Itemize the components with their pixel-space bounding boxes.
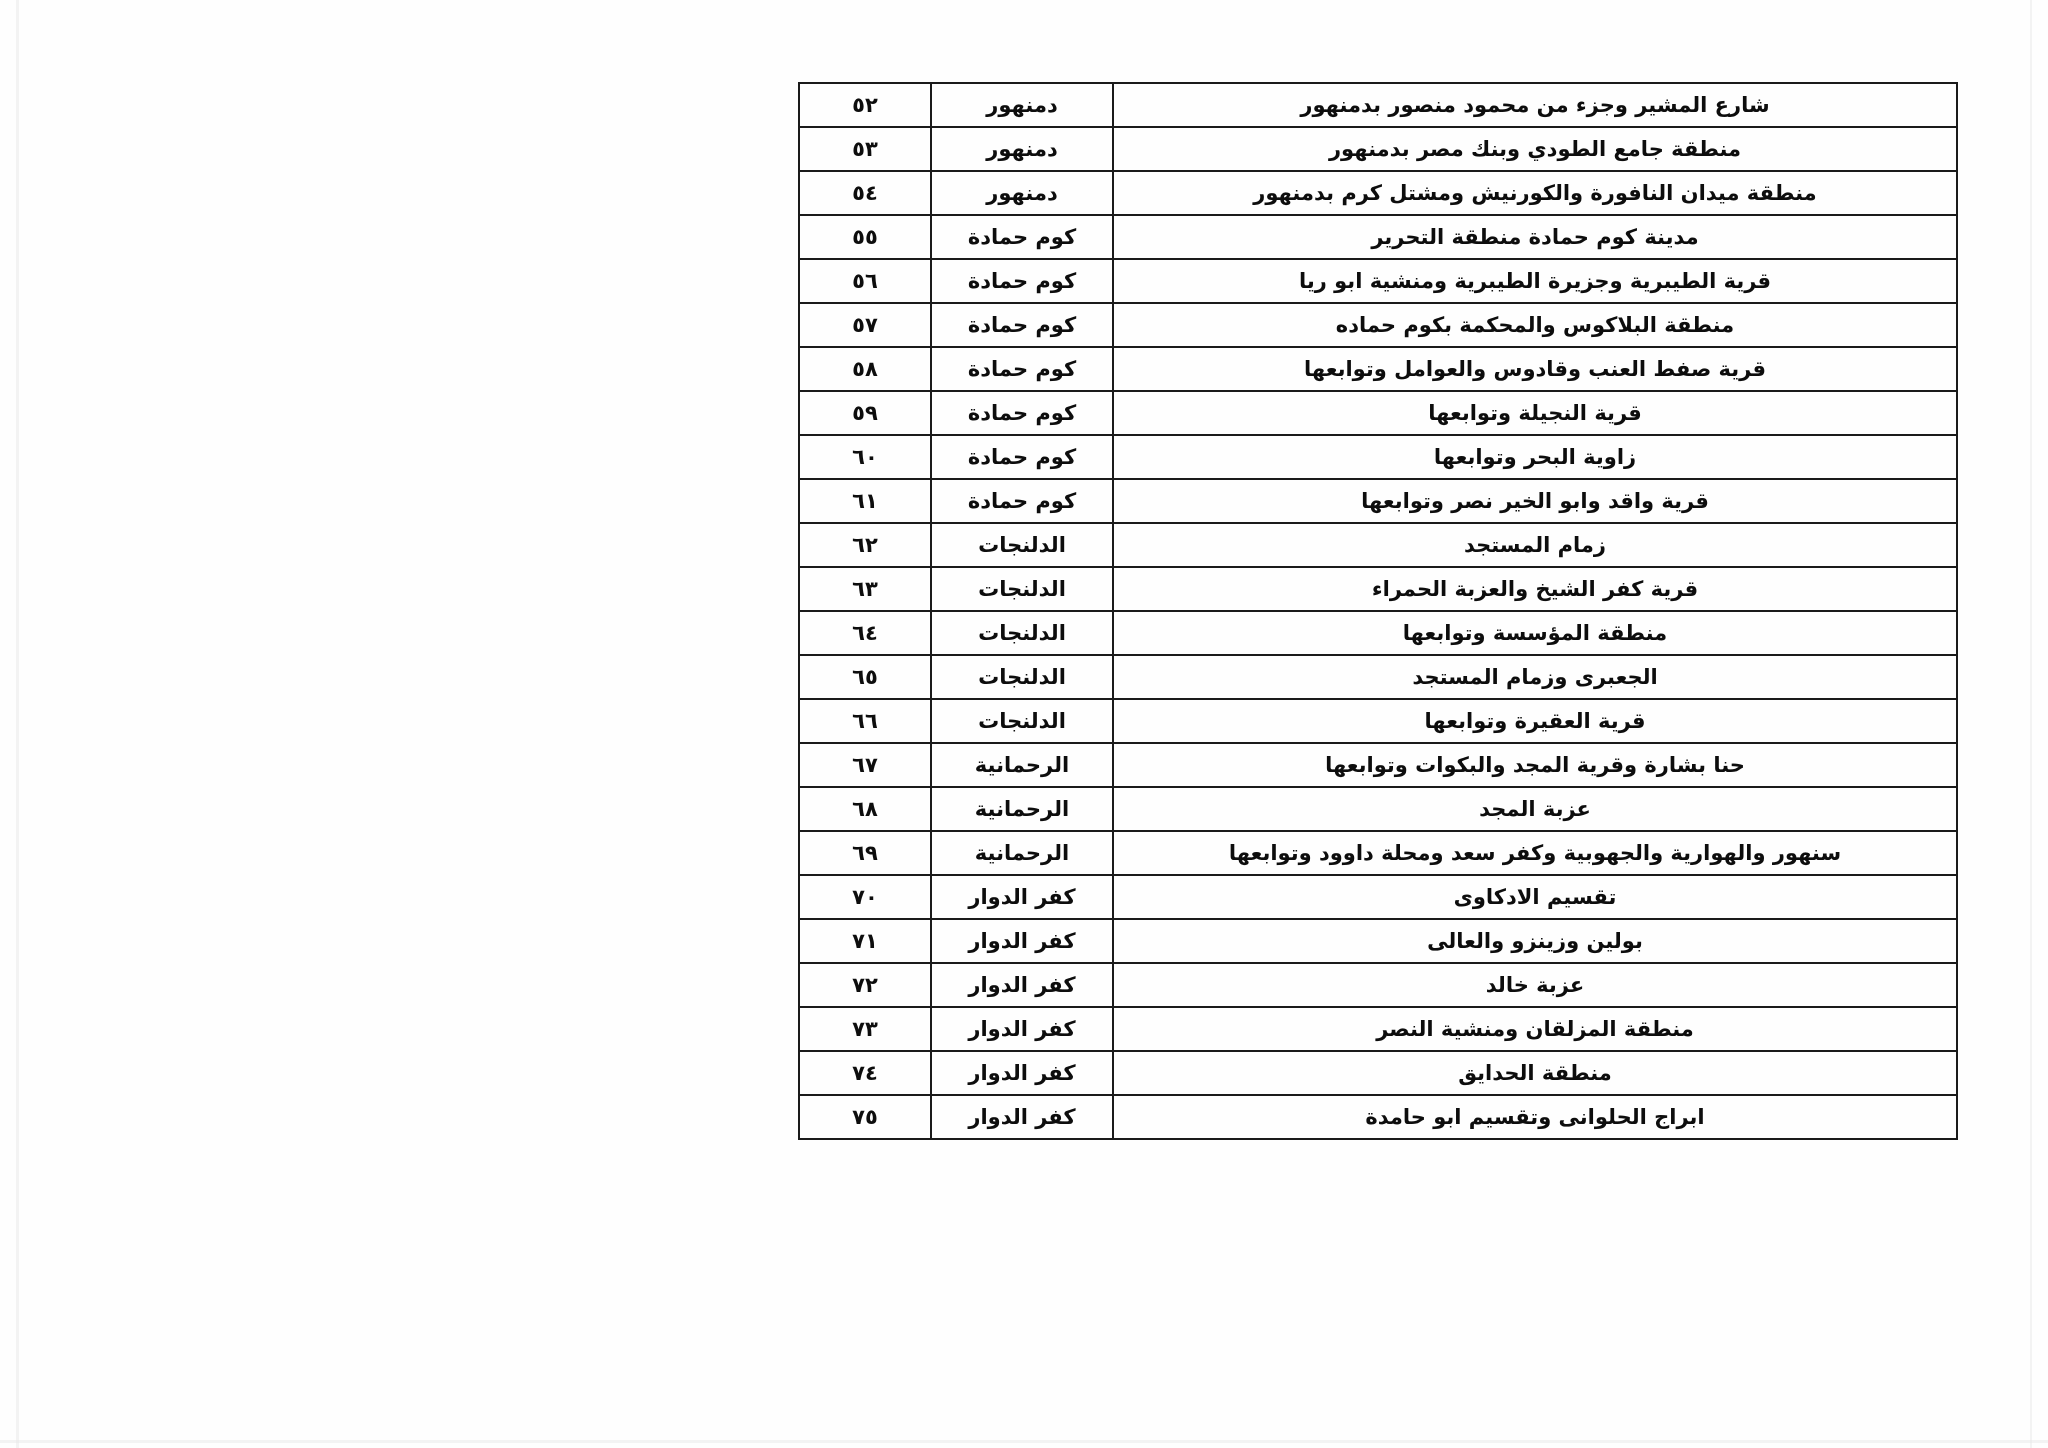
cell-number: ٦٨ bbox=[799, 787, 931, 831]
cell-description: قرية صفط العنب وقادوس والعوامل وتوابعها bbox=[1113, 347, 1957, 391]
cell-city: كفر الدوار bbox=[931, 963, 1113, 1007]
table-body bbox=[799, 83, 1957, 1139]
table-row bbox=[799, 1007, 1957, 1051]
cell-description: قرية الطيبرية وجزيرة الطيبرية ومنشية ابو ريا bbox=[1113, 259, 1957, 303]
cell-city: كفر الدوار bbox=[931, 919, 1113, 963]
cell-number: ٥٥ bbox=[799, 215, 931, 259]
cell-number: ٥٦ bbox=[799, 259, 931, 303]
cell-number: ٥٤ bbox=[799, 171, 931, 215]
cell-number: ٦٩ bbox=[799, 831, 931, 875]
cell-description: زاوية البحر وتوابعها bbox=[1113, 435, 1957, 479]
cell-description: منطقة المزلقان ومنشية النصر bbox=[1113, 1007, 1957, 1051]
cell-description: قرية كفر الشيخ والعزبة الحمراء bbox=[1113, 567, 1957, 611]
table-row bbox=[799, 611, 1957, 655]
cell-number: ٦٥ bbox=[799, 655, 931, 699]
cell-description: شارع المشير وجزء من محمود منصور بدمنهور bbox=[1113, 83, 1957, 127]
cell-description: بولين وزينزو والعالى bbox=[1113, 919, 1957, 963]
cell-description: زمام المستجد bbox=[1113, 523, 1957, 567]
table-row bbox=[799, 435, 1957, 479]
cell-number: ٦٠ bbox=[799, 435, 931, 479]
cell-city: كوم حمادة bbox=[931, 215, 1113, 259]
cell-city: كوم حمادة bbox=[931, 435, 1113, 479]
cell-description: منطقة جامع الطودي وبنك مصر بدمنهور bbox=[1113, 127, 1957, 171]
table-row bbox=[799, 1095, 1957, 1139]
table-row bbox=[799, 1051, 1957, 1095]
cell-number: ٧٣ bbox=[799, 1007, 931, 1051]
scan-artifact-bottom bbox=[0, 1440, 2048, 1443]
cell-city: دمنهور bbox=[931, 83, 1113, 127]
cell-number: ٧٤ bbox=[799, 1051, 931, 1095]
cell-city: الرحمانية bbox=[931, 831, 1113, 875]
cell-city: الرحمانية bbox=[931, 787, 1113, 831]
cell-city: كفر الدوار bbox=[931, 875, 1113, 919]
cell-description: ابراج الحلوانى وتقسيم ابو حامدة bbox=[1113, 1095, 1957, 1139]
cell-city: كوم حمادة bbox=[931, 479, 1113, 523]
cell-number: ٦٧ bbox=[799, 743, 931, 787]
cell-description: منطقة الحدايق bbox=[1113, 1051, 1957, 1095]
cell-description: حنا بشارة وقرية المجد والبكوات وتوابعها bbox=[1113, 743, 1957, 787]
table-row bbox=[799, 347, 1957, 391]
cell-description: قرية واقد وابو الخير نصر وتوابعها bbox=[1113, 479, 1957, 523]
table-container bbox=[806, 82, 1958, 1140]
cell-number: ٦٦ bbox=[799, 699, 931, 743]
cell-number: ٧٢ bbox=[799, 963, 931, 1007]
cell-city: الدلنجات bbox=[931, 523, 1113, 567]
table-row bbox=[799, 127, 1957, 171]
cell-city: كوم حمادة bbox=[931, 303, 1113, 347]
table-row bbox=[799, 479, 1957, 523]
cell-number: ٦٣ bbox=[799, 567, 931, 611]
cell-city: الدلنجات bbox=[931, 699, 1113, 743]
cell-description: منطقة المؤسسة وتوابعها bbox=[1113, 611, 1957, 655]
cell-city: دمنهور bbox=[931, 127, 1113, 171]
cell-number: ٦٤ bbox=[799, 611, 931, 655]
table-row bbox=[799, 743, 1957, 787]
scan-artifact-right bbox=[2030, 0, 2032, 1448]
cell-number: ٥٩ bbox=[799, 391, 931, 435]
cell-city: دمنهور bbox=[931, 171, 1113, 215]
table-row bbox=[799, 655, 1957, 699]
cell-description: مدينة كوم حمادة منطقة التحرير bbox=[1113, 215, 1957, 259]
cell-city: كوم حمادة bbox=[931, 391, 1113, 435]
cell-description: منطقة ميدان النافورة والكورنيش ومشتل كرم بدمنهور bbox=[1113, 171, 1957, 215]
table-row bbox=[799, 919, 1957, 963]
table-row bbox=[799, 259, 1957, 303]
cell-number: ٥٣ bbox=[799, 127, 931, 171]
cell-number: ٦٢ bbox=[799, 523, 931, 567]
cell-city: الدلنجات bbox=[931, 611, 1113, 655]
regions-table bbox=[798, 82, 1958, 1140]
table-row bbox=[799, 171, 1957, 215]
table-row bbox=[799, 303, 1957, 347]
cell-city: كفر الدوار bbox=[931, 1007, 1113, 1051]
scan-artifact-left bbox=[16, 0, 19, 1448]
cell-description: عزبة المجد bbox=[1113, 787, 1957, 831]
cell-city: كفر الدوار bbox=[931, 1095, 1113, 1139]
table-row bbox=[799, 523, 1957, 567]
table-row bbox=[799, 391, 1957, 435]
cell-description: سنهور والهوارية والجهوبية وكفر سعد ومحلة داوود وتوابعها bbox=[1113, 831, 1957, 875]
table-row bbox=[799, 215, 1957, 259]
cell-city: كفر الدوار bbox=[931, 1051, 1113, 1095]
table-row bbox=[799, 875, 1957, 919]
cell-number: ٧٠ bbox=[799, 875, 931, 919]
table-row bbox=[799, 567, 1957, 611]
cell-city: الدلنجات bbox=[931, 567, 1113, 611]
table-row bbox=[799, 963, 1957, 1007]
cell-description: قرية النجيلة وتوابعها bbox=[1113, 391, 1957, 435]
table-row bbox=[799, 699, 1957, 743]
cell-description: عزبة خالد bbox=[1113, 963, 1957, 1007]
cell-city: كوم حمادة bbox=[931, 259, 1113, 303]
table-row bbox=[799, 787, 1957, 831]
cell-description: قرية العقيرة وتوابعها bbox=[1113, 699, 1957, 743]
cell-city: الرحمانية bbox=[931, 743, 1113, 787]
table-row bbox=[799, 831, 1957, 875]
cell-number: ٧١ bbox=[799, 919, 931, 963]
table-row bbox=[799, 83, 1957, 127]
cell-number: ٧٥ bbox=[799, 1095, 931, 1139]
cell-description: تقسيم الادكاوى bbox=[1113, 875, 1957, 919]
cell-number: ٦١ bbox=[799, 479, 931, 523]
cell-description: منطقة البلاكوس والمحكمة بكوم حماده bbox=[1113, 303, 1957, 347]
cell-number: ٥٨ bbox=[799, 347, 931, 391]
cell-number: ٥٧ bbox=[799, 303, 931, 347]
cell-city: الدلنجات bbox=[931, 655, 1113, 699]
cell-description: الجعبرى وزمام المستجد bbox=[1113, 655, 1957, 699]
cell-number: ٥٢ bbox=[799, 83, 931, 127]
cell-city: كوم حمادة bbox=[931, 347, 1113, 391]
